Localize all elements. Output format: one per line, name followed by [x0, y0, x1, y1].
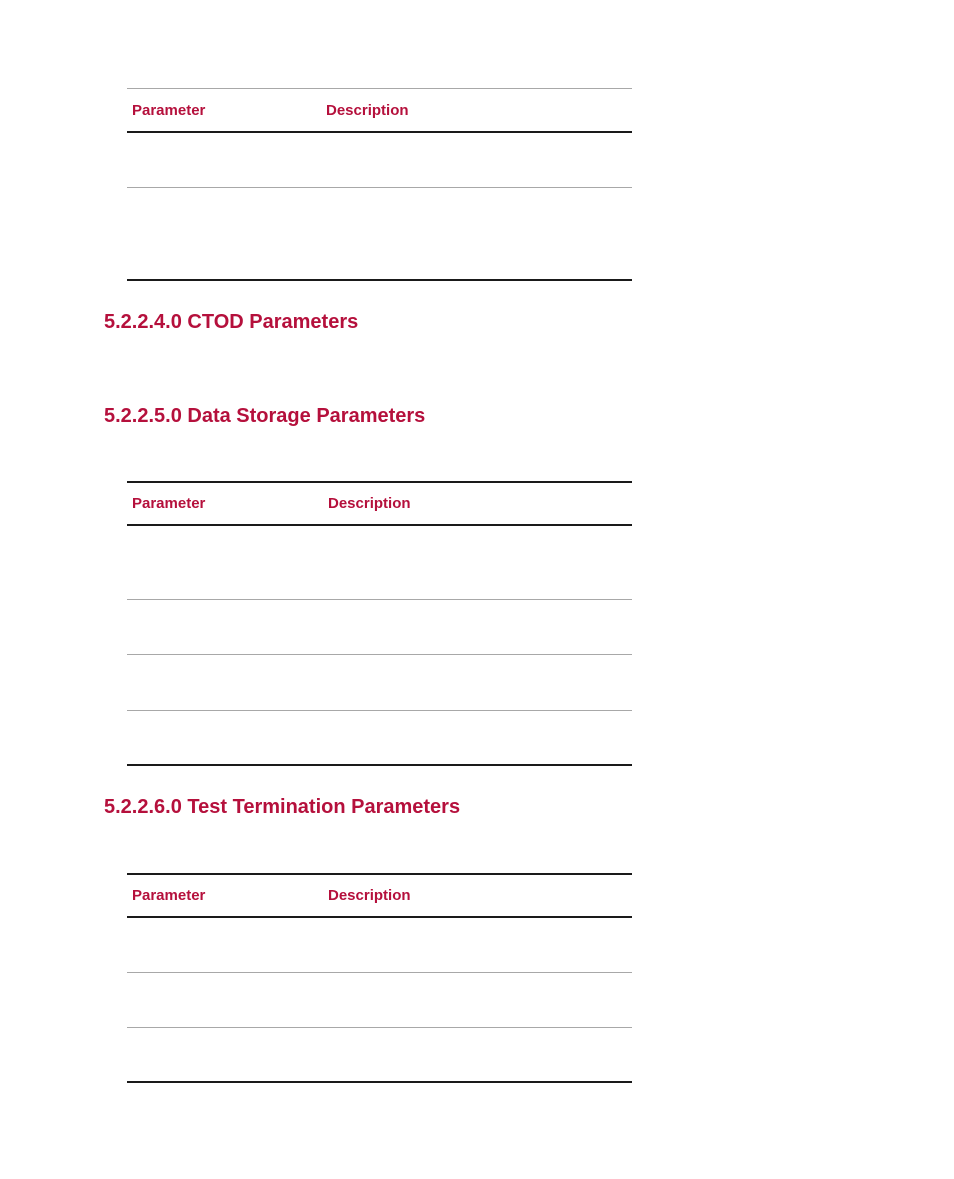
section-heading-test-termination: 5.2.2.6.0 Test Termination Parameters: [104, 796, 461, 818]
test-termination-table: [127, 873, 632, 1085]
table-bottom-rule: [127, 764, 632, 766]
column-header-description: Description: [328, 887, 411, 904]
table-bottom-rule: [127, 1081, 632, 1083]
table-bottom-rule: [127, 279, 632, 281]
column-header-parameter: Parameter: [132, 495, 206, 512]
table-top-rule: [127, 88, 632, 89]
table-row: [127, 1028, 632, 1081]
column-header-description: Description: [328, 495, 411, 512]
table-row: [127, 711, 632, 764]
section-heading-ctod: 5.2.2.4.0 CTOD Parameters: [104, 311, 359, 333]
parameter-table-top: [127, 88, 632, 282]
table-row: [127, 133, 632, 187]
table-top-rule: [127, 873, 632, 875]
column-header-parameter: Parameter: [132, 102, 206, 119]
column-header-description: Description: [326, 102, 409, 119]
table-row: [127, 655, 632, 710]
data-storage-table: [127, 481, 632, 767]
table-row: [127, 188, 632, 279]
table-row: [127, 973, 632, 1027]
table-row: [127, 600, 632, 654]
table-row: [127, 918, 632, 972]
table-row: [127, 526, 632, 599]
table-top-rule: [127, 481, 632, 483]
column-header-parameter: Parameter: [132, 887, 206, 904]
section-heading-data-storage: 5.2.2.5.0 Data Storage Parameters: [104, 405, 426, 427]
